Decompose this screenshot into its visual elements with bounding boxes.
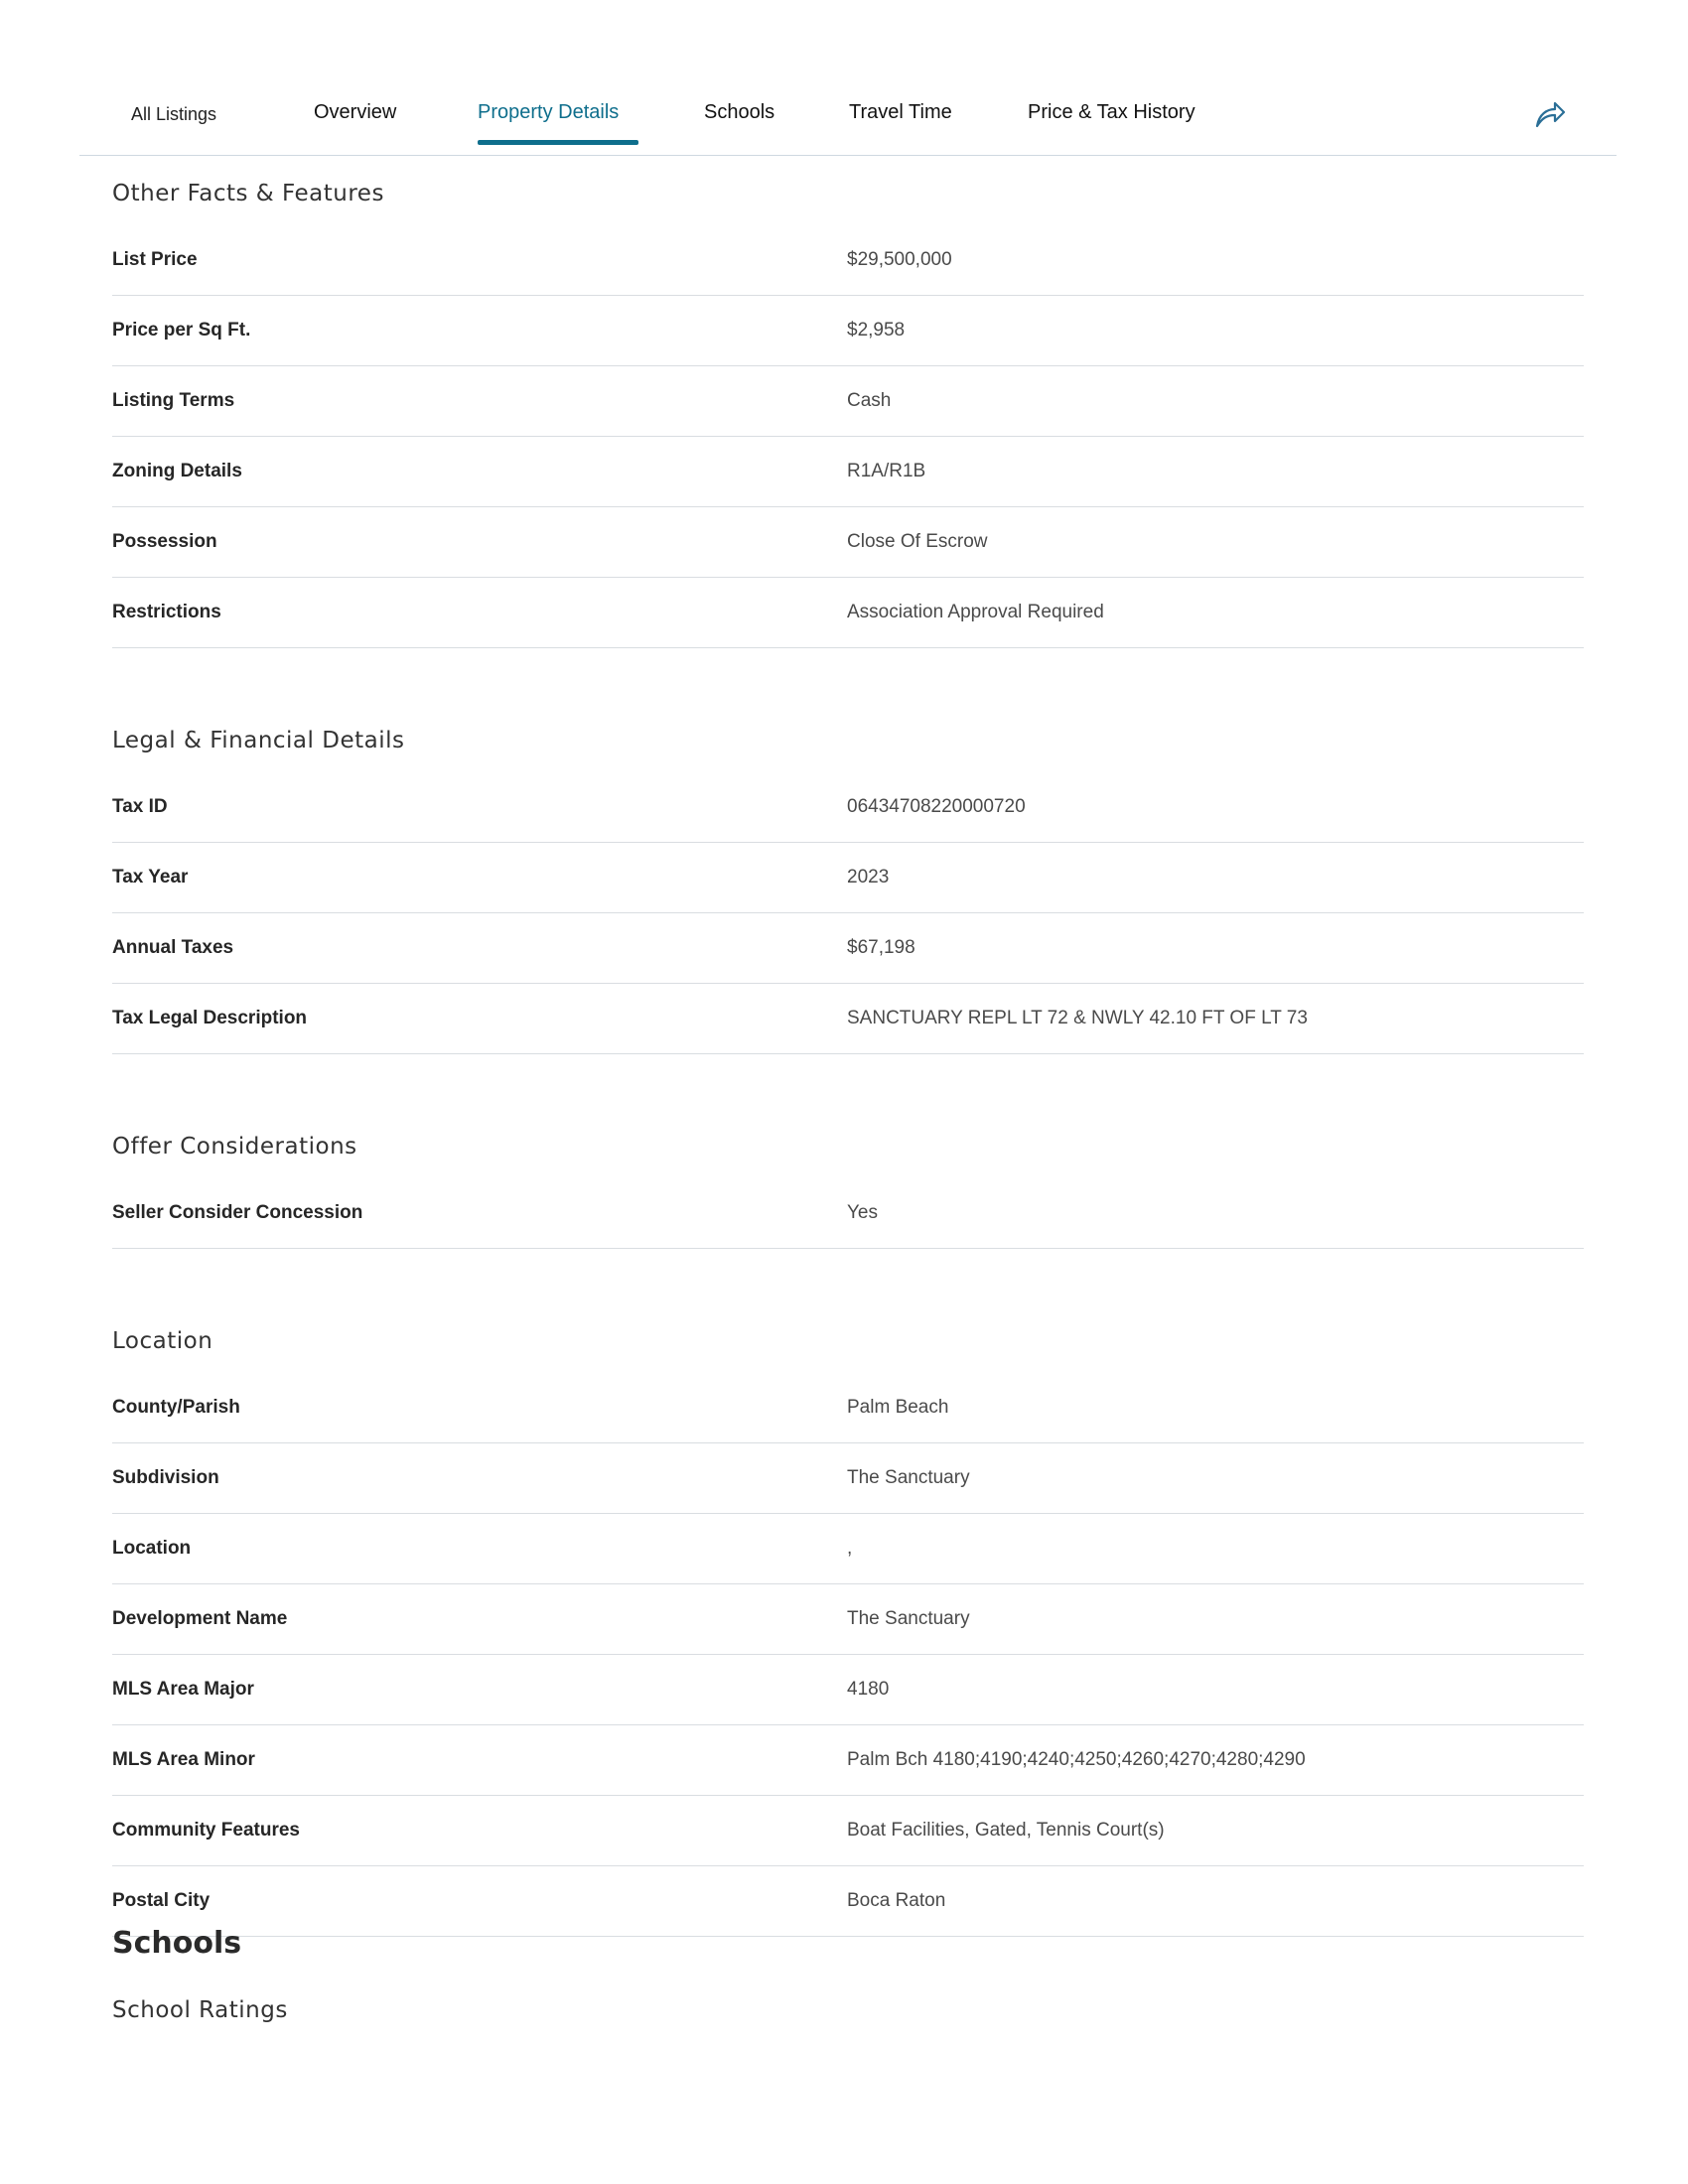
row-label: Tax Year	[112, 867, 189, 887]
row-value: Close Of Escrow	[847, 531, 988, 552]
detail-row	[112, 1866, 1584, 1937]
property-details-content	[112, 155, 1584, 1937]
row-label: Location	[112, 1538, 192, 1559]
school-ratings-heading: School Ratings	[112, 1997, 288, 2023]
row-label: County/Parish	[112, 1397, 240, 1418]
detail-row	[112, 1584, 1584, 1655]
detail-row	[112, 1443, 1584, 1514]
row-value: R1A/R1B	[847, 461, 926, 481]
row-label: Price per Sq Ft.	[112, 320, 251, 341]
detail-row	[112, 1178, 1584, 1249]
detail-row	[112, 1514, 1584, 1584]
row-value: Boca Raton	[847, 1890, 946, 1911]
all-listings-link[interactable]: All Listings	[131, 104, 217, 124]
row-label: Development Name	[112, 1608, 288, 1629]
top-nav	[79, 0, 1617, 156]
row-value: 2023	[847, 867, 890, 887]
row-label: Seller Consider Concession	[112, 1202, 363, 1223]
row-value: 4180	[847, 1679, 890, 1700]
row-value: The Sanctuary	[847, 1608, 970, 1629]
detail-row	[112, 437, 1584, 507]
row-value: Cash	[847, 390, 892, 411]
row-label: Restrictions	[112, 602, 221, 622]
row-value: Association Approval Required	[847, 602, 1104, 622]
section-title-offer-considerations: Offer Considerations	[112, 1134, 357, 1160]
row-label: MLS Area Major	[112, 1679, 254, 1700]
detail-row	[112, 913, 1584, 984]
row-label: Subdivision	[112, 1467, 219, 1488]
tab-overview[interactable]: Overview	[314, 101, 397, 123]
section-title-other-facts: Other Facts & Features	[112, 181, 384, 206]
row-value: $2,958	[847, 320, 906, 341]
row-value: The Sanctuary	[847, 1467, 970, 1488]
row-label: List Price	[112, 249, 198, 270]
row-label: Tax ID	[112, 796, 168, 817]
row-label: Community Features	[112, 1820, 300, 1841]
tab-price-tax-history[interactable]: Price & Tax History	[1028, 101, 1196, 123]
row-label: Annual Taxes	[112, 937, 234, 958]
row-value: ,	[847, 1538, 853, 1559]
active-tab-indicator	[478, 140, 638, 145]
row-label: Listing Terms	[112, 390, 235, 411]
detail-row	[112, 843, 1584, 913]
row-label: MLS Area Minor	[112, 1749, 255, 1770]
row-value: Palm Beach	[847, 1397, 949, 1418]
row-label: Possession	[112, 531, 217, 552]
row-value: $67,198	[847, 937, 915, 958]
section-title-location: Location	[112, 1328, 213, 1354]
row-label: Tax Legal Description	[112, 1008, 308, 1028]
tab-schools[interactable]: Schools	[704, 101, 775, 123]
tab-travel-time[interactable]: Travel Time	[849, 101, 952, 123]
row-value: $29,500,000	[847, 249, 952, 270]
detail-row	[112, 507, 1584, 578]
row-label: Postal City	[112, 1890, 211, 1911]
detail-row	[112, 1796, 1584, 1866]
section-title-legal-financial: Legal & Financial Details	[112, 728, 405, 753]
row-value: Palm Bch 4180;4190;4240;4250;4260;4270;4280;4290	[847, 1749, 1306, 1770]
detail-row	[112, 1373, 1584, 1443]
detail-row	[112, 772, 1584, 843]
detail-row	[112, 296, 1584, 366]
row-value: Yes	[847, 1202, 878, 1223]
detail-row	[112, 578, 1584, 648]
detail-row	[112, 984, 1584, 1054]
detail-row	[112, 1655, 1584, 1725]
detail-row	[112, 1725, 1584, 1796]
schools-heading: Schools	[112, 1926, 242, 1961]
detail-row	[112, 225, 1584, 296]
row-value: 06434708220000720	[847, 796, 1026, 817]
share-arrow-icon[interactable]	[1533, 99, 1567, 129]
row-label: Zoning Details	[112, 461, 242, 481]
row-value: Boat Facilities, Gated, Tennis Court(s)	[847, 1820, 1165, 1841]
detail-row	[112, 366, 1584, 437]
tab-property-details[interactable]: Property Details	[478, 101, 620, 123]
row-value: SANCTUARY REPL LT 72 & NWLY 42.10 FT OF LT 73	[847, 1008, 1308, 1028]
